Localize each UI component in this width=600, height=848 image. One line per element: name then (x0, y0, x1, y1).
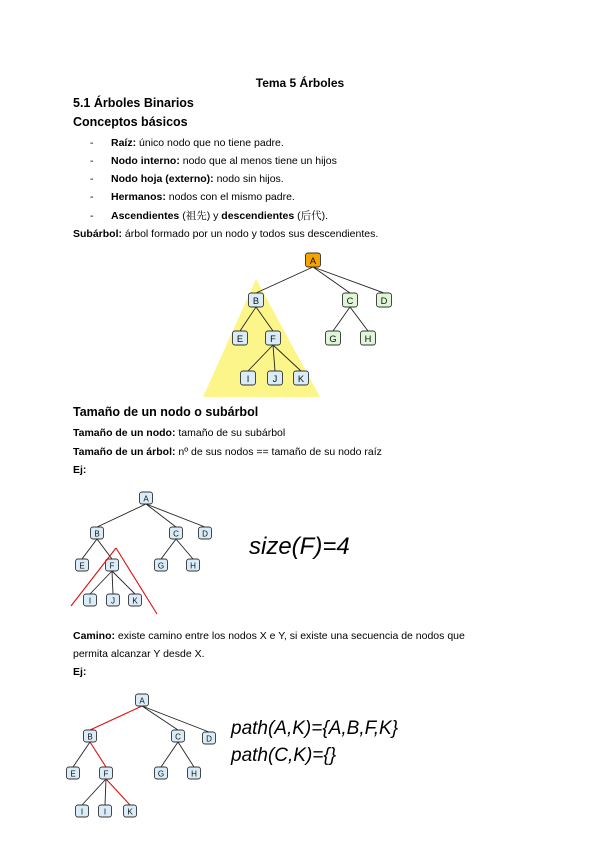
bullet-dash: - (90, 191, 94, 203)
tree-node-label: H (191, 769, 197, 779)
text: (祖先) y (179, 210, 222, 222)
tree-edge (146, 504, 176, 527)
tree-node-label: E (70, 769, 76, 779)
tree-node-label: F (109, 561, 115, 571)
definition: nº de sus nodos == tamaño de su nodo raíz (175, 446, 382, 458)
tree-edge (106, 779, 130, 805)
tree-node-label: G (157, 561, 165, 571)
size-heading: Tamaño de un nodo o subárbol (73, 405, 259, 419)
tree-node-label: I (103, 807, 107, 817)
term: Camino: (73, 630, 115, 642)
size-formula: size(F)=4 (249, 533, 350, 560)
tree-node-label: D (380, 295, 388, 306)
text: (后代). (294, 210, 329, 222)
tree-edge (97, 504, 146, 527)
tree-node-label: K (127, 807, 133, 817)
tree-node-label: C (175, 732, 181, 742)
tree-node-label: K (297, 373, 305, 384)
term: Nodo hoja (externo): (111, 173, 214, 185)
tree-edge (146, 504, 205, 527)
tree-edge (112, 571, 113, 594)
tree-node-label: F (103, 769, 109, 779)
tree-edge (313, 267, 384, 293)
tree-node-label: I (246, 373, 250, 384)
term: Raíz: (111, 137, 137, 149)
bullet-dash: - (90, 210, 94, 222)
tree-edge (112, 571, 135, 594)
term: Ascendientes (111, 210, 180, 222)
tree-edge (313, 267, 350, 293)
definition: existe camino entre los nodos X e Y, si existe una secuencia de nodos que (115, 630, 465, 642)
tree-edge (90, 571, 112, 594)
tree-node-label: C (346, 295, 354, 306)
tree-node-label: B (252, 295, 260, 306)
tree-node-label: H (190, 561, 196, 571)
tree-node-label: D (202, 529, 208, 539)
tree-node-label: K (132, 596, 138, 606)
section-heading: 5.1 Árboles Binarios (73, 96, 194, 110)
definition: nodos con el mismo padre. (165, 191, 295, 203)
tree-node-label: I (80, 807, 84, 817)
term: descendientes (221, 210, 295, 222)
tree-edge (73, 742, 90, 767)
definition: tamaño de su subárbol (175, 427, 286, 439)
tree-node-label: E (79, 561, 85, 571)
tree-edge (161, 742, 178, 767)
tree-edge (105, 779, 106, 805)
tree-edge (82, 779, 106, 805)
term: Subárbol: (73, 228, 122, 240)
tree-node-label: B (94, 529, 100, 539)
tree-node-label: J (110, 596, 116, 606)
tree-edge (350, 307, 368, 331)
tree-node-label: G (329, 333, 337, 344)
tree-node-label: B (87, 732, 93, 742)
tree-node-label: I (88, 596, 92, 606)
tree-node-label: F (270, 333, 276, 344)
tree-node-label: A (143, 494, 149, 504)
page-title: Tema 5 Árboles (255, 76, 345, 90)
example-label: Ej: (73, 666, 87, 678)
tree-edge (178, 742, 194, 767)
definition: nodo que al menos tiene un hijos (179, 155, 337, 167)
tree-node-label: E (236, 333, 244, 344)
tree-edge (256, 267, 313, 293)
term: Nodo interno: (111, 155, 180, 167)
definition: nodo sin hijos. (213, 173, 284, 185)
tree-node-label: C (173, 529, 179, 539)
tree-node-label: H (364, 333, 372, 344)
example-label: Ej: (73, 464, 87, 476)
term: Tamaño de un árbol: (73, 446, 176, 458)
definition: único nodo que no tiene padre. (136, 137, 284, 149)
tree-node-label: A (309, 255, 317, 266)
bullet-dash: - (90, 137, 94, 149)
tree-node-label: A (139, 696, 145, 706)
path-formula-2: path(C,K)={} (231, 745, 337, 766)
path-formula-1: path(A,K)={A,B,F,K} (231, 718, 399, 739)
tree-edge (90, 706, 142, 730)
term: Tamaño de un nodo: (73, 427, 176, 439)
tree-node-label: G (157, 769, 165, 779)
definition: árbol formado por un nodo y todos sus descendientes. (122, 228, 379, 240)
tree-node-label: D (206, 734, 212, 744)
bullet-dash: - (90, 155, 94, 167)
term: Hermanos: (111, 191, 166, 203)
tree-edge (161, 539, 176, 559)
camino-definition-cont: permita alcanzar Y desde X. (73, 648, 205, 660)
tree-edge (90, 742, 106, 767)
subsection-heading: Conceptos básicos (73, 115, 188, 129)
tree-node-label: J (272, 373, 278, 384)
bullet-dash: - (90, 173, 94, 185)
tree-edge (333, 307, 350, 331)
tree-edge (82, 539, 97, 559)
tree-edge (176, 539, 193, 559)
